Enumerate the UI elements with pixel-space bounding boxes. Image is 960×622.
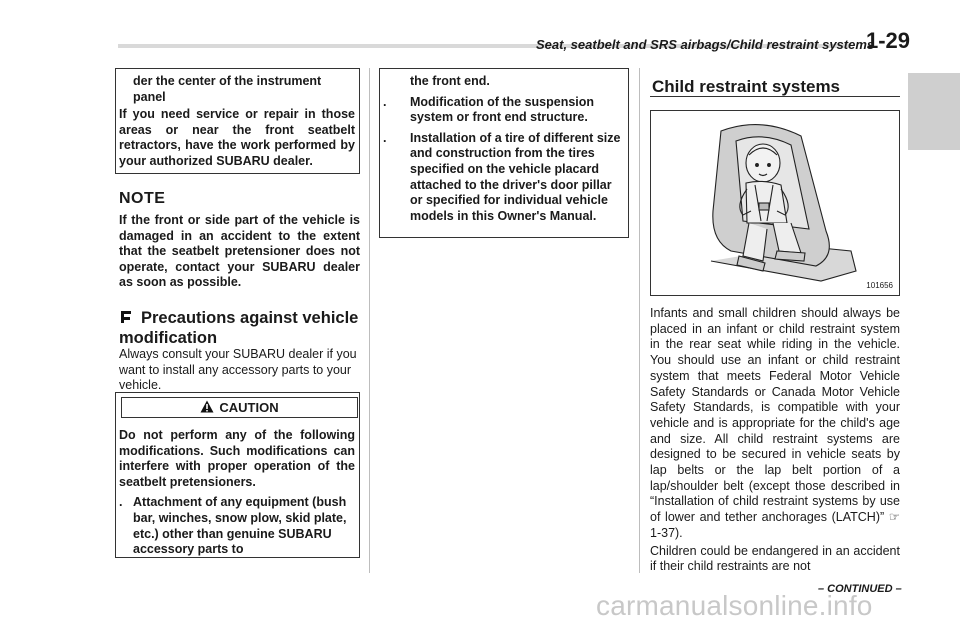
caution-bullet-text: Installation of a tire of different size and construction from the tires specified on the vehicle placard attached to the driver's door pillar or specified for individual vehicle models in this Owner's Manual. — [410, 130, 621, 223]
chapter-tab — [908, 73, 960, 150]
caution-bullet — [383, 95, 623, 126]
child-seat-drawing — [651, 111, 899, 295]
caution-bullet — [119, 495, 355, 557]
bullet-dot: . — [383, 94, 387, 109]
watermark: carmanualsonline.info — [596, 590, 873, 621]
heading-rule — [650, 96, 900, 97]
bullet-dot: . — [119, 495, 123, 510]
child-restraint-paragraph: Infants and small children should always be placed in an infant or child restraint system in the rear seat while riding in the vehicle. You should use an infant or child restraint system that meets Federal Motor Vehicle Safety Standards or Canada Motor Vehicle Safety Standards, is compatible with your vehicle and is appropriate for the child's age and size. All child restraint systems are designed to be secured in vehicle seats by lap belts or the lap belt portion of a lap/shoulder belt (except those described in “Installation of child restraint systems by use of lower and tether anchorages (LATCH)” ☞1-37). — [650, 306, 900, 540]
bullet-dot: . — [383, 130, 387, 145]
section-text: Always consult your SUBARU dealer if you want to install any accessory parts to your vehicle. — [119, 347, 357, 393]
caution-bullet — [383, 131, 623, 225]
page-number: 1-29 — [866, 28, 911, 53]
warning-service-text: If you need service or repair in those areas or near the front seatbelt retractors, have the work performed by your authorized SUBARU dealer. — [119, 107, 355, 168]
section-heading-text: Precautions against vehicle modification — [119, 309, 359, 347]
caution-continued-text: the front end. — [410, 74, 490, 88]
caution-continued-content — [383, 74, 623, 224]
column-divider — [369, 68, 370, 573]
caution-label: CAUTION — [219, 400, 279, 415]
child-restraint-heading: Child restraint systems — [652, 77, 841, 96]
note-text: If the front or side part of the vehicle is damaged in an accident to the extent that the seatbelt pretensioner does not operate, contact your SUBARU dealer as soon as possible. — [119, 213, 360, 290]
caution-text: Do not perform any of the following modifications. Such modifications can interfere with proper operation of the seatbelt pretensioners. — [119, 428, 355, 489]
caution-bullet-text: Modification of the suspension system or front end structure. — [410, 94, 595, 125]
note-heading: NOTE — [119, 190, 166, 207]
section-heading — [119, 308, 364, 348]
warning-text-continued: der the center of the instrument panel — [133, 74, 322, 104]
child-restraint-body — [650, 306, 900, 575]
section-marker-icon — [119, 309, 133, 323]
caution-content — [119, 428, 355, 558]
continued-label: – CONTINUED – — [818, 583, 902, 595]
child-seat-illustration — [650, 110, 900, 296]
image-code: 101656 — [866, 281, 893, 290]
column-divider — [639, 68, 640, 573]
child-restraint-paragraph-2: Children could be endangered in an accident if their child restraints are not — [650, 543, 900, 574]
caution-bullet-text: Attachment of any equipment (bush bar, winches, snow plow, skid plate, etc.) other than genuine SUBARU accessory parts to — [133, 495, 347, 557]
warning-box-content — [119, 74, 355, 170]
page-header-title: Seat, seatbelt and SRS airbags/Child restraint systems — [536, 37, 875, 52]
